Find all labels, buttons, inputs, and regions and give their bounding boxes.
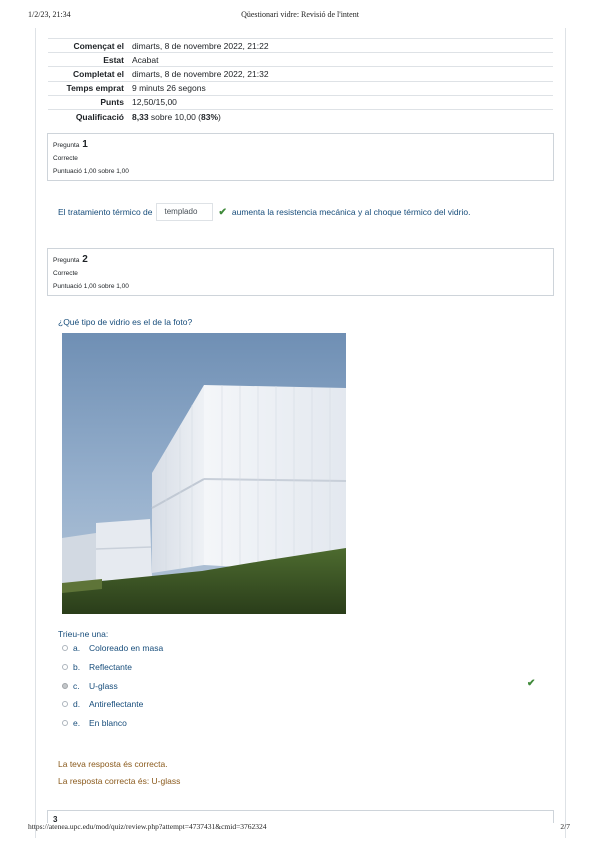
radio-button[interactable]: [62, 701, 68, 707]
question-state: Correcte: [53, 155, 78, 162]
attempt-summary-table: [48, 38, 553, 123]
grade-end: ): [218, 111, 221, 122]
question-number: [53, 139, 88, 150]
correct-check-icon: ✔: [527, 678, 536, 689]
print-title: Qüestionari vidre: Revisió de l'intent: [241, 10, 359, 19]
summary-value: 12,50/15,00: [128, 95, 553, 109]
option-text: Reflectante: [89, 662, 132, 672]
summary-row-grade: [48, 109, 553, 123]
option-letter: a.: [73, 643, 81, 653]
summary-row-completed: [48, 67, 553, 81]
question-2-info: [47, 248, 554, 296]
correct-check-icon: ✔: [218, 206, 227, 218]
question-label: Pregunta: [53, 257, 80, 264]
question-grade: Puntuació 1,00 sobre 1,00: [53, 168, 129, 175]
option-text: U-glass: [89, 681, 118, 691]
grade-percent: 83%: [201, 111, 219, 122]
grade-mid: sobre 10,00 (: [148, 111, 201, 122]
option-b[interactable]: [62, 660, 132, 674]
summary-label: Qualificació: [48, 109, 128, 123]
option-text: En blanco: [89, 718, 127, 728]
option-letter: b.: [73, 662, 81, 672]
q1-text-before: El tratamiento térmico de: [58, 207, 153, 217]
q1-text-after: aumenta la resistencia mecánica y al choque térmico del vidrio.: [231, 207, 471, 217]
summary-label: Punts: [48, 95, 128, 109]
choose-one-prompt: Trieu-ne una:: [58, 629, 109, 639]
print-header: [0, 6, 600, 20]
summary-label: Temps emprat: [48, 81, 128, 95]
radio-button[interactable]: [62, 720, 68, 726]
summary-row-state: [48, 53, 553, 67]
option-letter: c.: [73, 681, 80, 691]
question-number-value: 1: [82, 139, 88, 150]
summary-value: [128, 109, 553, 123]
option-e[interactable]: [62, 716, 127, 730]
question-2-text: ¿Qué tipo de vidrio es el de la foto?: [58, 317, 193, 327]
summary-label: Començat el: [48, 39, 128, 53]
feedback-correct: La teva resposta és correcta.: [58, 759, 168, 769]
summary-label: Completat el: [48, 67, 128, 81]
question-number-value: 2: [82, 254, 88, 265]
option-letter: d.: [73, 699, 81, 709]
summary-value: dimarts, 8 de novembre 2022, 21:32: [128, 67, 553, 81]
summary-value: dimarts, 8 de novembre 2022, 21:22: [128, 39, 553, 53]
glass-building-photo: [62, 333, 346, 614]
grade-score: 8,33: [132, 111, 149, 122]
summary-label: Estat: [48, 53, 128, 67]
radio-button[interactable]: [62, 645, 68, 651]
question-label: Pregunta: [53, 142, 80, 149]
summary-value: Acabat: [128, 53, 553, 67]
option-c[interactable]: [62, 679, 118, 693]
summary-row-started: [48, 39, 553, 53]
question-number: [53, 254, 88, 265]
question-1-text: [58, 203, 470, 221]
print-footer: [0, 822, 600, 836]
option-text: Antireflectante: [89, 699, 144, 709]
question-1-info: [47, 133, 554, 181]
print-date: 1/2/23, 21:34: [28, 10, 71, 19]
summary-row-points: [48, 95, 553, 109]
radio-button-selected[interactable]: [62, 683, 68, 689]
print-url: https://atenea.upc.edu/mod/quiz/review.php?attempt=4737431&cmid=3762324: [28, 822, 267, 831]
question-state: Correcte: [53, 270, 78, 277]
q1-answer-field[interactable]: templado: [156, 203, 213, 221]
question-number-value: 3: [53, 815, 58, 824]
option-d[interactable]: [62, 697, 143, 711]
question-grade: Puntuació 1,00 sobre 1,00: [53, 283, 129, 290]
option-letter: e.: [73, 718, 81, 728]
print-page-number: 2/7: [560, 822, 570, 831]
radio-button[interactable]: [62, 664, 68, 670]
option-a[interactable]: [62, 641, 163, 655]
summary-row-time: [48, 81, 553, 95]
option-text: Coloreado en masa: [89, 643, 164, 653]
summary-value: 9 minuts 26 segons: [128, 81, 553, 95]
right-answer: La resposta correcta és: U-glass: [58, 776, 181, 786]
